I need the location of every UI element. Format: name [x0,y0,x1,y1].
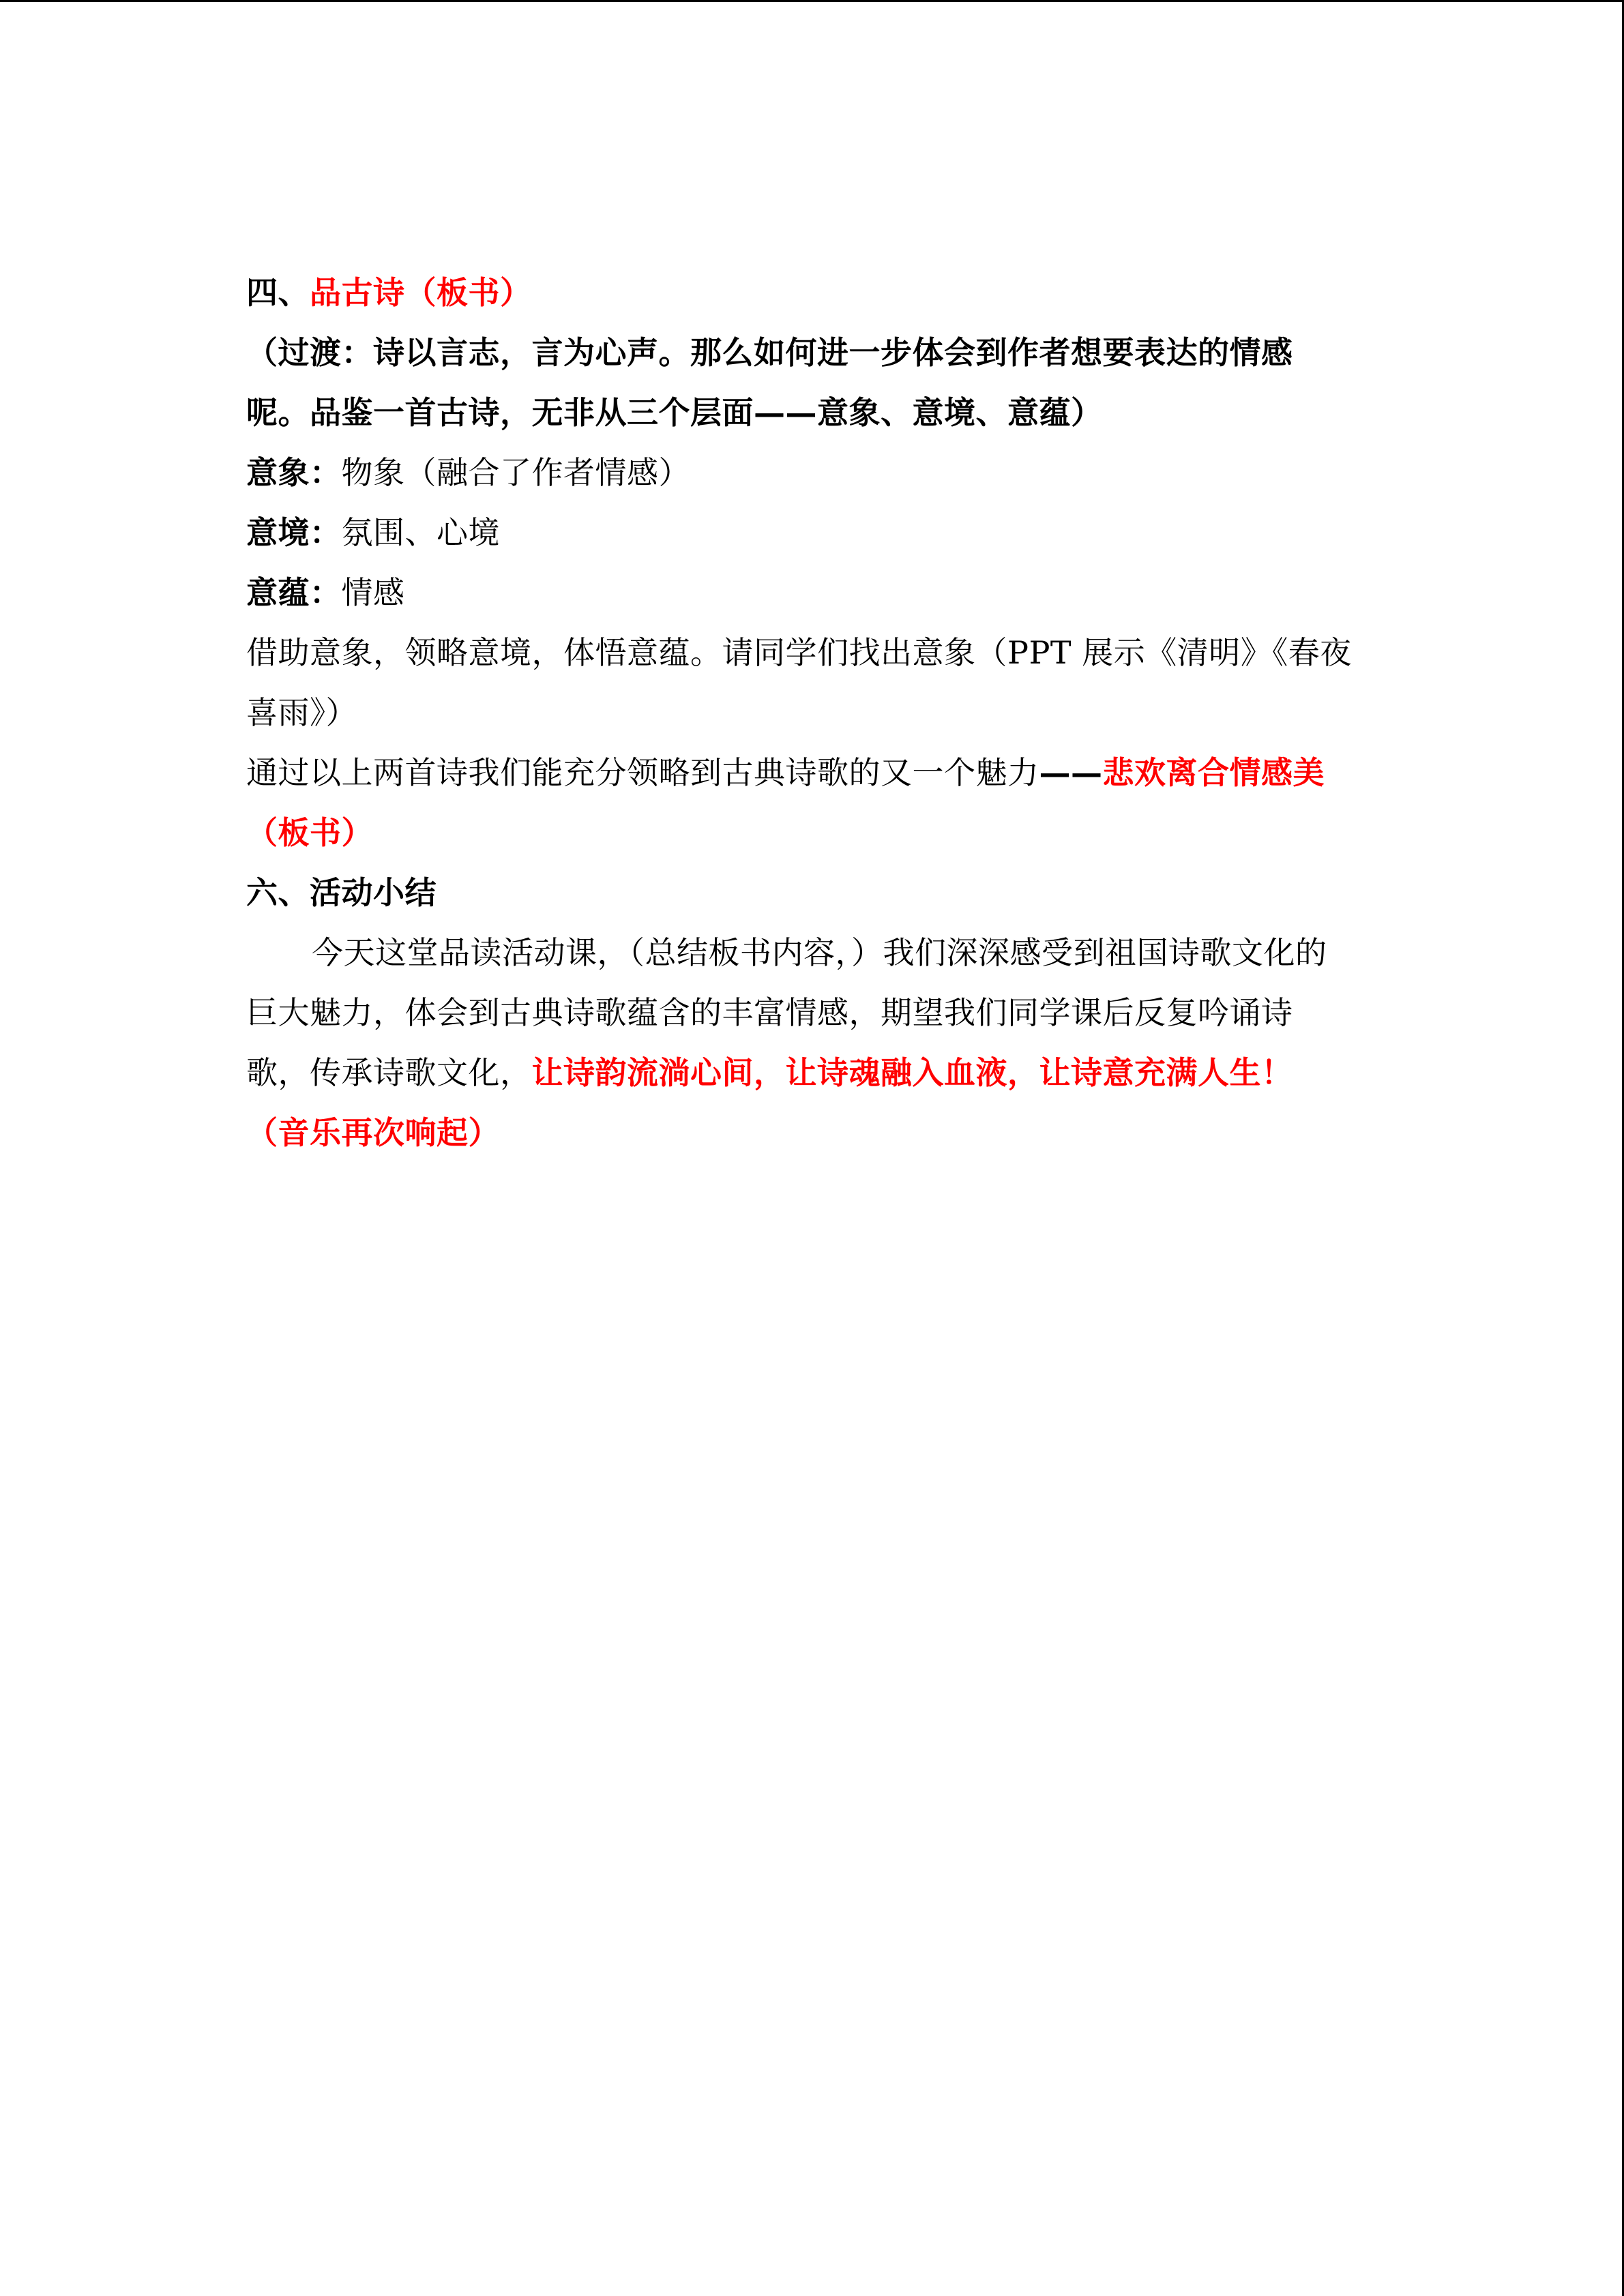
charm-lead: 通过以上两首诗我们能充分领略到古典诗歌的又一个魅力 [246,754,1039,791]
summary-line-3-highlight: 让诗韵流淌心间，让诗魂融入血液，让诗意充满人生！ [531,1054,1293,1091]
definition-term: 意象： [246,454,342,491]
definition-text: 氛围、心境 [341,514,500,551]
charm-board-note: （板书） [246,814,373,851]
transition-line-1: （过渡：诗以言志，言为心声。那么如何进一步体会到作者想要表达的情感 [246,334,1293,371]
document-page [246,263,1378,1163]
definition-meaning [246,563,1378,623]
charm-line [246,743,1378,803]
guide-line-1: 借助意象，领略意境，体悟意蕴。请同学们找出意象（PPT 展示《清明》《春夜 [246,634,1352,671]
definition-mood [246,503,1378,563]
section-4-heading [246,263,1378,323]
music-cue: （音乐再次响起） [246,1114,500,1151]
guide-line-2: 喜雨》） [246,694,357,731]
definition-text: 物象（融合了作者情感） [341,454,690,491]
section-6-heading: 六、活动小结 [246,874,437,911]
charm-dash: —— [1039,754,1103,791]
definition-imagery [246,443,1378,503]
summary-line-2: 巨大魅力，体会到古典诗歌蕴含的丰富情感，期望我们同学课后反复吟诵诗 [246,994,1293,1031]
charm-highlight: 悲欢离合情感美 [1102,754,1325,791]
definition-text: 情感 [341,574,405,611]
definition-term: 意境： [246,514,342,551]
summary-line-3 [246,1043,1378,1103]
section-4-number: 四、 [246,274,310,311]
section-4-title: 品古诗（板书） [310,274,532,311]
transition-line-2: 呢。品鉴一首古诗，无非从三个层面——意象、意境、意蕴） [246,394,1103,431]
summary-line-3-plain: 歌，传承诗歌文化， [246,1054,532,1091]
definition-term: 意蕴： [246,574,342,611]
summary-line-1: 今天这堂品读活动课，（总结板书内容，）我们深深感受到祖国诗歌文化的 [312,934,1327,971]
page-top-border [0,0,1624,2]
